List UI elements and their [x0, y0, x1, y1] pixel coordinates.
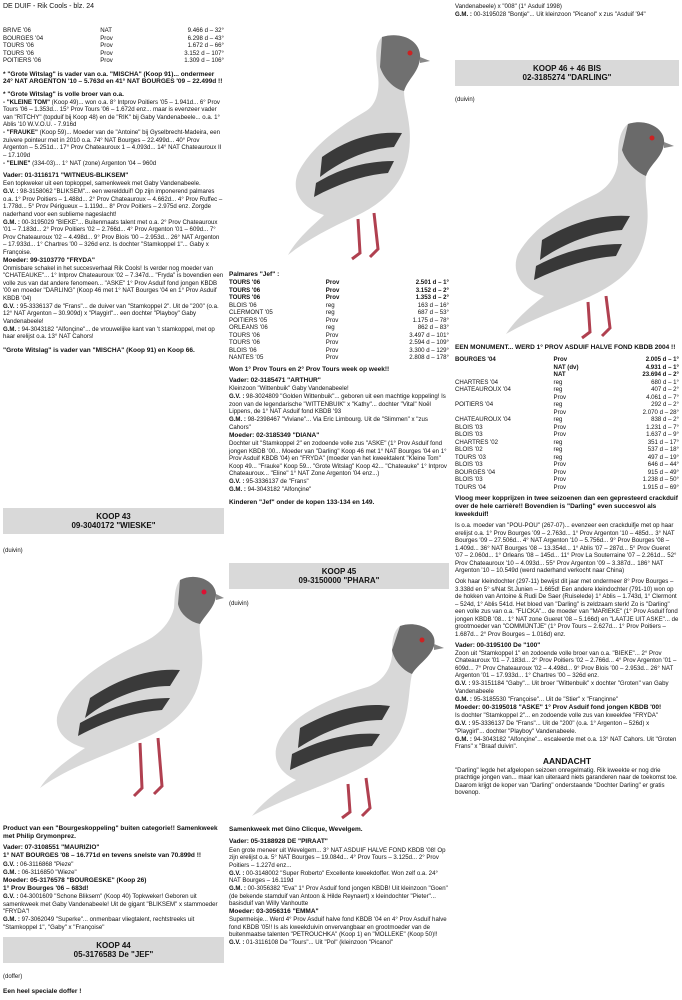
table-cell-val: 3.152 d – 2°	[415, 286, 449, 294]
table-row	[455, 356, 679, 364]
table-cell-cat: Prov	[553, 461, 567, 469]
table-cell-race: TOURS '06	[3, 42, 34, 49]
table-row	[455, 371, 679, 379]
table-cell-val: 2.070 d – 28°	[642, 408, 679, 416]
table-row	[455, 484, 679, 492]
results-table	[455, 356, 679, 491]
table-cell-race: CHATEAUROUX '04	[455, 416, 511, 424]
table-cell-val: 1.637 d – 9°	[646, 431, 679, 439]
table-cell-cat: reg	[553, 446, 563, 454]
table-cell-val: 915 d – 49°	[647, 468, 679, 476]
table-cell-cat: Prov	[325, 279, 340, 287]
table-cell-race	[455, 364, 554, 372]
table-cell-cat: reg	[553, 401, 563, 409]
table-cell-race: TOURS '06	[229, 331, 260, 339]
table-cell-val: 862 d – 83°	[417, 324, 449, 332]
table-row	[455, 461, 679, 469]
table-row	[455, 409, 679, 417]
table-row	[229, 287, 449, 295]
table-cell-val: 1.231 d – 7°	[646, 423, 679, 431]
column-2: Palmares "Jef" : TOURS '06 Prov 2.501 d – 1° TOURS '06 Prov 3.152 d – 2° TOURS '06 Prov 1.353 d – 2° BLOIS '06 reg 163 d – 16° CLERMONT '05 reg 687 d – 53° POITIERS '05 Prov 1.175 d – 78° ORLEANS '06 reg 862 d – 83° TOURS '06 Prov 3.497 d – 101° TOURS '06 Prov 2.594 d – 109° BLOIS '06 Prov 3.300 d – 129° NANTES '05 Prov 2.808 d – 178° Won 1° Prov Tours en 2° Prov Tours week op week!! Vader: 02-3185471 "ARTHUR" Kleinzoon "Wittenbuik" Gaby Vandenabeele! G.V. : 98-3024809 "Golden Wittenbuik"... geboren uit een machtige koppeling! Is zoon van de legendarische "WITTENBUIK" x "Kathy"... dochter "Vital" Noël Lippens, de 1° NAT Asduif fond KBDB '93 G.M. : 98-2398467 "Viviane"... Via Eric Limbourg. Uit de "Slimmen" x "zus Cahors" Moeder: 02-3185349 "DIANA" Dochter uit "Stamkoppel 2" en zodoende volle zus "ASKE" (1° Prov Asduif fond jongen KBDB '00... Moeder van "Darling" Koop 46 met 1° NAT Bourges '04 en 1° Prov Asduif KBDB '04) en "FRYDA" (moeder van het kweektalent "Kleine Tom" Koop 49... "Frauke" Koop 59... "Grote Witslag" Koop 42... "Chateauke" 1° Intprov Chateauroux... "Eline" 1° NAT Zone Argenton '04 enz...) G.V. : 95-3336137 de "Frans" G.M. : 94-3043182 "Alfonçine" Kinderen "Jef" onder de kopen 133-134 en 149.	[229, 271, 449, 507]
table-row	[229, 324, 449, 332]
vader-heading: Vader: 01-3116171 "WITNEUS-BLIKSEM"	[3, 171, 129, 179]
column-3: Vandenabeele) x "008" (1° Asduif 1998) G.M. : 00-3195028 "Bontje"... Uit kleinzoon "Picanol" x zus "Asduif '94"	[455, 3, 646, 18]
table-row	[455, 401, 679, 409]
koop-45-box: KOOP 45 09-3150000 "PHARA"	[229, 563, 449, 589]
table-row	[3, 35, 224, 43]
sex-label: (duivin)	[229, 601, 249, 607]
table-cell-cat: Prov	[553, 393, 567, 401]
table-row	[229, 317, 449, 325]
table-row	[455, 431, 679, 439]
table-cell-cat: reg	[325, 324, 335, 332]
table-cell-cat: reg	[553, 386, 563, 394]
table-cell-cat: reg	[325, 309, 335, 317]
sex-label: (duivin)	[455, 97, 475, 103]
koop-46-text: EEN MONUMENT... WERD 1° PROV ASDUIF HALVE FOND KBDB 2004 !! BOURGES '04 Prov 2.005 d – 1° NAT (dv) 4.931 d – 1° NAT 23.694 d – 2° CHARTRES '04 reg 680 d – 1° CHATEAUROUX '04 reg 407 d – 2° Prov 4.061 d – 7° POITIERS '04 reg 292 d – 2° Prov 2.070 d – 28° CHATEAUROUX '04 reg 838 d – 2° BLOIS '03 Prov 1.231 d – 7° BLOIS '03 Prov 1.637 d – 9° CHARTRES '02 reg 351 d – 17° BLOIS '02 reg 537 d – 18° TOURS '03 reg 497 d – 19° BLOIS '03 Prov 646 d – 44° BOURGES '04 Prov 915 d – 49° BLOIS '03 Prov 1.238 d – 50° TOURS '04 Prov 1.915 d – 69° Vloog meer kopprijzen in twee seizoenen dan een gepresteerd crackduif over de hele carrière!! Bovendien is "Darling" even succesvol als kweekduif! Is o.a. moeder van "POU-POU" (267-07)... evenzeer een crackduifje met op haar erelijst o.a. 1° Prov Bourges '09 – 2.763d... 1° Prov Argenton '10 – 485d... 3° NAT Bourges '09 – 27.506d... 4° NAT Argenton '10 – 5.756d... 9° Prov Bourges '08 – 1.409d... 36° NAT Bourges '08 – 13.354d... 1° Ablis '07 – 287d... 5° Prov Gueret '07 – 2.060d... 1° Orleans '08 – 145d... 11° Prov La Souterraine '07 – 2.261d... 52° Prov Chateauroux '10 – 4.093d... 55° Prov Argenton '09 – 3.387d... 186° NAT Argenton '10 – 10.549d (werd naderhand verkocht naar China) Ook haar kleindochter (297-11) bewijst dit jaar met ondermeer 8° Prov Bourges – 3.338d en 5° s/Nat St.Junien – 1.665d! Een andere kleindochter (791-10) won op de hokken van Antoine & Rudi De Saer (Ruiselede) 1° Ablis – 1.743d, 1° Clermont – 524d, 1° Ablis 541d. Het bloed van "Darling" is zeldzaam sterk! Zo is "Darling" een volle zus van o.a. "FLICKA"... de moeder van "MARIEKE" (1° Prov Asduif fond jongen KBDB '08... 1° NAT zone Gueret '08 – 5.166d) en "LAATJE UIT ASKE"... de grootmoeder van "COMMIJNTJE" (1° Prov Tours – 2.627d... 1° Prov Poitiers – 1.687d... 2° Prov Bourges – 1.016d) enz. Vader: 00-3195100 De "100" Zoon uit "Stamkoppel 1" en zodoende volle broer van o.a. "BIEKE"... 2° Prov Chateauroux '01 – 7.183d... 2° Prov Poitiers '02 – 2.766d... 4° Prov Argenton '01 – 609d... 7° Prov Chateauroux '02 – 4.498d... 9° Prov Blois '00 – 2.953d... 26° NAT Argenton '01 – 17.933d... 1° Chartres '00 – 326d enz. G.V. : 93-3151184 "Gaby"... Uit broer "Wittenbuik" x dochter "Groten" van Gaby Vandenabeele G.M. : 95-3185530 "Françoise"... Uit de "Stier" x "Françinne" Moeder: 00-3195018 "ASKE" 1° Prov Asduif fond jongen KBDB '00! Is dochter "Stamkoppel 2"... en zodoende volle zus van kweekfee "FRYDA" G.V. : 95-3336137 De "Frans"... Uit de "200" (o.a. 1° Argenton – 526d) x "Playgirl"... dochter "Playboy" Vandenabeele. G.M. : 94-3043182 "Alfonçine"... escaleerde met o.a. 13° NAT Cahors. Uit "Groten Frans" x "Braaf duivin". AANDACHT "Darling" legde het afgelopen seizoen onregelmatig. Rik kweekte er nog drie prachtige jongen van... maar kan uiteraard niets garanderen naar de toekomst toe. Daarom krijgt de koper van "Darling" onderstaande "Dochter Darling" er gratis bovenop.	[455, 344, 679, 797]
table-cell-race: CLERMONT '05	[229, 309, 273, 317]
table-cell-cat: Prov	[553, 431, 567, 439]
table-cell-cat: Prov	[553, 476, 567, 484]
moeder-heading: Moeder: 99-3103770 "FRYDA"	[3, 256, 95, 264]
table-cell-race: BLOIS '03	[455, 476, 483, 484]
table-cell-val: 407 d – 2°	[651, 386, 679, 394]
gv-text: G.V. : 98-3158062 "BLIKSEM"... een wereldduif! Op zijn imponerend palmares o.a. 1° Prov Poitiers – 1.488d... 2° Prov Chateauroux – 4.662d... 4° Prov Ruffec – 1.778d... 5° Prov Périgueux – 1.119d... 8° Prov Poitiers – 2.975d enz. Zorgde naderhand voor een sublieme nageslacht!	[3, 188, 223, 218]
koop-44-box: KOOP 44 05-3176583 De "JEF"	[3, 937, 224, 963]
table-cell-race: BOURGES '04	[455, 468, 496, 476]
table-cell-cat: reg	[325, 301, 335, 309]
table-row	[229, 309, 449, 317]
results-table	[3, 27, 224, 65]
table-cell-cat: Prov	[100, 57, 113, 64]
table-cell-race	[455, 371, 554, 379]
table-cell-race: BLOIS '06	[229, 301, 257, 309]
table-cell-race: ORLEANS '06	[229, 324, 268, 332]
table-cell-val: 2.594 d – 109°	[409, 339, 449, 347]
table-cell-val: 1.672 d – 66°	[187, 42, 224, 49]
table-cell-val: 3.497 d – 101°	[409, 331, 449, 339]
table-cell-cat: Prov	[553, 468, 567, 476]
sibling-note: * "Grote Witslag" is volle broer van o.a.	[3, 90, 124, 98]
table-row	[229, 294, 449, 302]
table-cell-cat: Prov	[553, 408, 567, 416]
table-cell-race: BLOIS '03	[455, 431, 483, 439]
table-cell-cat: Prov	[325, 346, 339, 354]
table-cell-race: POITIERS '05	[229, 316, 268, 324]
table-cell-val: 3.152 d – 107°	[184, 49, 224, 57]
table-cell-val: 4.061 d – 7°	[646, 393, 679, 401]
table-cell-race: BRIVE '06	[3, 27, 31, 34]
table-row	[229, 332, 449, 340]
table-cell-race: CHARTRES '02	[455, 438, 499, 446]
table-row	[455, 364, 679, 372]
table-row	[455, 454, 679, 462]
table-cell-val: 1.309 d – 106°	[184, 57, 224, 64]
table-cell-cat: NAT	[553, 371, 566, 379]
sibling-kleine-tom: - "KLEINE TOM" (Koop 49)... won o.a. 8° Intprov Poitiers '05 – 1.941d... 6° Prov Tours '06 – 1.353d... 15° Prov Tours '06 – 1.672d enz... maar is evenzeer vader van "RITCHY" (topduif bij Koop 48) en de "RIK" bij Gaby Vandenabeele... o.a. 1° Ablis '10 W.V.O.U. - 7.916d	[3, 98, 220, 129]
table-row	[455, 394, 679, 402]
table-cell-val: 4.931 d – 1°	[645, 363, 679, 371]
table-cell-val: 1.915 d – 69°	[642, 483, 679, 491]
table-cell-cat: reg	[553, 416, 563, 424]
table-cell-val: 2.005 d – 1°	[645, 356, 679, 364]
table-cell-race: TOURS '04	[455, 483, 486, 491]
pigeon-photo	[478, 110, 678, 340]
moeder-text: Onmisbare schakel in het succesverhaal Rik Cools! Is verder nog moeder van "CHATEAUKE"... 1° Intprov Chateauroux '02 – 7.347d... "Fryda" is bovendien een volle zus van dat andere fenomeen... "ASKE" 1° Prov Asduif fond jongen KBDB '00 en moeder "DARLING" (Koop 46 met 1° NAT Bourges '04 en 1° Prov Asduif KBDB '04)	[3, 264, 224, 302]
table-row	[229, 347, 449, 355]
table-cell-cat: NAT (dv)	[553, 363, 579, 371]
table-cell-race: TOURS '06	[229, 294, 261, 302]
table-row	[455, 469, 679, 477]
table-cell-val: 497 d – 19°	[647, 453, 679, 461]
sibling-eline: - "ELINE" (334-03)... 1° NAT (zone) Argenton '04 – 960d	[3, 159, 157, 167]
table-cell-cat: Prov	[325, 339, 339, 347]
table-cell-val: 163 d – 16°	[417, 301, 449, 309]
table-cell-val: 6.298 d – 43°	[187, 34, 224, 42]
table-cell-cat: reg	[553, 438, 563, 446]
table-row	[229, 302, 449, 310]
table-row	[455, 386, 679, 394]
table-cell-cat: Prov	[100, 49, 113, 57]
table-cell-race: TOURS '06	[229, 339, 260, 347]
gv2-text: G.V. : 95-3336137 de "Frans"... de duiver van "Stamkoppel 2". Uit de "200" (o.a. 12° NAT Argenton – 30.909d) x "Playgirl"... een dochter "Playboy" Gaby Vandenabeele!	[3, 302, 219, 325]
table-cell-race: TOURS '06	[229, 279, 261, 287]
table-cell-val: 646 d – 44°	[647, 461, 679, 469]
table-row	[455, 416, 679, 424]
vader-note: "Grote Witslag" is vader van "MISCHA" (Koop 91) en Koop 66.	[3, 347, 195, 355]
table-cell-race	[455, 394, 554, 402]
table-row	[3, 50, 224, 58]
closing-note: Een heel speciale doffer !	[3, 988, 82, 995]
table-cell-cat: reg	[553, 453, 563, 461]
table-cell-val: 23.694 d – 2°	[642, 371, 679, 379]
table-cell-race: POITIERS '04	[455, 401, 494, 409]
table-cell-cat: Prov	[325, 316, 339, 324]
table-cell-race: BLOIS '03	[455, 423, 483, 431]
table-row	[229, 279, 449, 287]
table-cell-cat: Prov	[100, 34, 113, 42]
table-cell-race: CHARTRES '04	[455, 378, 499, 386]
table-cell-cat: Prov	[553, 356, 568, 364]
table-cell-race: BLOIS '02	[455, 446, 483, 454]
table-cell-val: 1.175 d – 78°	[412, 316, 449, 324]
sibling-frauke: - "FRAUKE" (Koop 59)... Moeder van de "Antoine" bij Gyselbrecht-Madeira, een zuivere pointeur met in 2010 o.a. 74° NAT Bourges – 22.499d... 40° Prov Argenton – 5.251d... 17° Prov Chateauroux 1 – 4.093d... 14° NAT Chateauroux II – 17.109d	[3, 129, 222, 159]
table-cell-val: 1.353 d – 2°	[415, 294, 449, 302]
table-cell-val: 2.501 d – 1°	[415, 279, 449, 287]
table-cell-cat: NAT	[100, 27, 112, 34]
table-row	[455, 476, 679, 484]
koop-46-box: KOOP 46 + 46 BIS 02-3185274 "DARLING"	[455, 60, 679, 86]
table-cell-val: 9.466 d – 32°	[187, 27, 224, 34]
koop-43-text: Product van een "Bourgeskoppeling" buiten categorie!! Samenkweek met Philip Grymonprez. Vader: 07-3108551 "MAURIZIO" 1° NAT BOURGES '08 – 16.771d en tevens snelste van 70.899d !! G.V. : 06-3116868 "Pieze" G.M. : 06-3116850 "Wieze" Moeder: 05-3176578 "BOURGESKE" (Koop 26) 1° Prov Bourges '06 – 683d! G.V. : 04-3001609 "Schone Bliksem" (Koop 40) Topkweker! Geboren uit samenkweek met Gaby Vandenabeele! Uit de gigant "BLIKSEM" x stammoeder "FRYDA"! G.M. : 97-3062049 "Superke"... onmenbaar vliegtalent, rechtstreeks uit "Stamkoppel 1", "Gaby" x "Françoise"	[3, 825, 218, 931]
koop-45-text: Samenkweek met Gino Clicque, Wevelgem. Vader: 05-3188928 DE "PIRAAT" Een grote meneer uit Wevelgem... 3° NAT ASDUIF HALVE FOND KBDB '08! Op zijn erelijst o.a. 5° NAT Bourges – 19.084d... 4° Prov Tours – 3.125d... 2° Prov Poitiers – 1.227d enz... G.V. : 00-3148002 "Super Roberto" Excellente kweekdoffer. Won zelf o.a. 24° NAT Bourges – 16.119d G.M. : 00-3056382 "Eva" 1° Prov Asduif fond jongen KBDB! Uit kleinzoon "Goen" (de bekende stamduif van Antoon & Hilde Reynaert) x kleindochter "Pieter"... basisduif van Willy Vanhoutte Moeder: 03-3056316 "EMMA" Supermeisje... Werd 4° Prov Asduif halve fond KBDB '04 en 4° Prov Asduif halve fond KBDB '05!! Is als kweekduivin onvervangbaar en grootmoeder van de buitenmaatse talenten "PETROUCHKA" (Koop 1) en "MOLLEKE" (Koop 50)!! G.V. : 01-3116108 De "Tours"... Uit "Pol" (kleinzoon "Picanol"	[229, 826, 448, 947]
table-row	[455, 424, 679, 432]
table-cell-race: TOURS '06	[3, 49, 34, 57]
table-cell-val: 1.238 d – 50°	[642, 476, 679, 484]
sex-label: (doffer)	[3, 974, 23, 980]
koop-43-box: KOOP 43 09-3040172 "WIESKE"	[3, 508, 224, 534]
table-row	[455, 379, 679, 387]
table-row	[455, 446, 679, 454]
table-cell-cat: Prov	[325, 294, 340, 302]
table-cell-race: POITIERS '06	[3, 57, 42, 64]
table-cell-val: 292 d – 2°	[651, 401, 679, 409]
table-cell-val: 351 d – 17°	[647, 438, 679, 446]
table-cell-race: CHATEAUROUX '04	[455, 386, 511, 394]
table-cell-cat: Prov	[100, 42, 113, 49]
table-cell-race	[455, 409, 554, 417]
page-header: DE DUIF - Rik Cools - blz. 24	[3, 3, 95, 10]
table-row	[455, 439, 679, 447]
table-cell-race: BOURGES '04	[3, 34, 44, 42]
table-row	[229, 354, 449, 362]
vader-text: Een topkweker uit een topkoppel, samenkweek met Gaby Vandenabeele.	[3, 180, 201, 188]
intro-note: * "Grote Witslag" is vader van o.a. "MISCHA" (Koop 91)... ondermeer 24° NAT ARGENTON '10 – 5.763d en 41° NAT BOURGES '09 – 22.499d !!	[3, 70, 223, 86]
table-row	[229, 339, 449, 347]
table-cell-race: BLOIS '06	[229, 346, 257, 354]
table-row	[3, 57, 224, 65]
table-cell-val: 3.300 d – 129°	[409, 346, 449, 354]
table-cell-val: 2.808 d – 178°	[409, 354, 449, 362]
sex-label: (duivin)	[3, 548, 23, 554]
table-cell-val: 537 d – 18°	[647, 446, 679, 454]
column-1	[3, 27, 224, 356]
table-cell-race: BOURGES '04	[455, 356, 496, 364]
table-cell-race: TOURS '03	[455, 453, 486, 461]
table-cell-race: BLOIS '03	[455, 461, 483, 469]
table-cell-cat: reg	[553, 378, 563, 386]
aandacht-text: "Darling" legde het afgelopen seizoen onregelmatig. Rik kweekte er nog drie prachtige jongen van... maar kan uiteraard niets garanderen naar de toekomst toe. Daarom krijgt de koper van "Darling" onderstaande "Dochter Darling" er gratis bovenop.	[455, 766, 678, 797]
aandacht-heading: AANDACHT	[542, 756, 592, 767]
table-cell-race: TOURS '06	[229, 286, 261, 294]
table-row	[3, 27, 224, 35]
table-cell-val: 838 d – 2°	[651, 416, 679, 424]
table-cell-race: NANTES '05	[229, 354, 264, 362]
gm-text: G.M. : 00-3195029 "BIEKE"... Buitenmaats talent met o.a. 2° Prov Chateauroux '01 – 7.183d... 2° Prov Poitiers '02 – 2.766d... 4° Prov Argenton '01 – 609d... 7° Prov Chateauroux '02 – 4.498d... 9° Prov Blois '00 – 2.953d... 26° NAT Argenton – 17.933d... 1° Chartres '00 – 326d enz. Is dochter "Stamkoppel 1"... Gaby x Françoise.	[3, 218, 220, 256]
table-cell-val: 680 d – 1°	[651, 378, 679, 386]
palmares-table	[229, 279, 449, 362]
table-cell-cat: Prov	[325, 331, 339, 339]
pigeon-photo	[30, 558, 225, 823]
table-cell-val: 687 d – 53°	[417, 309, 449, 317]
table-row	[3, 42, 224, 50]
table-cell-cat: Prov	[553, 483, 567, 491]
table-cell-cat: Prov	[553, 423, 567, 431]
table-cell-cat: Prov	[325, 286, 340, 294]
pigeon-photo	[262, 27, 447, 267]
table-cell-cat: Prov	[325, 354, 339, 362]
pigeon-photo	[240, 612, 446, 822]
gm2-text: G.M. : 94-3043182 "Alfonçine"... de vrouwelijke kant van 't stamkoppel, met op haar erelijst o.a. 13° NAT Cahors!	[3, 325, 215, 341]
